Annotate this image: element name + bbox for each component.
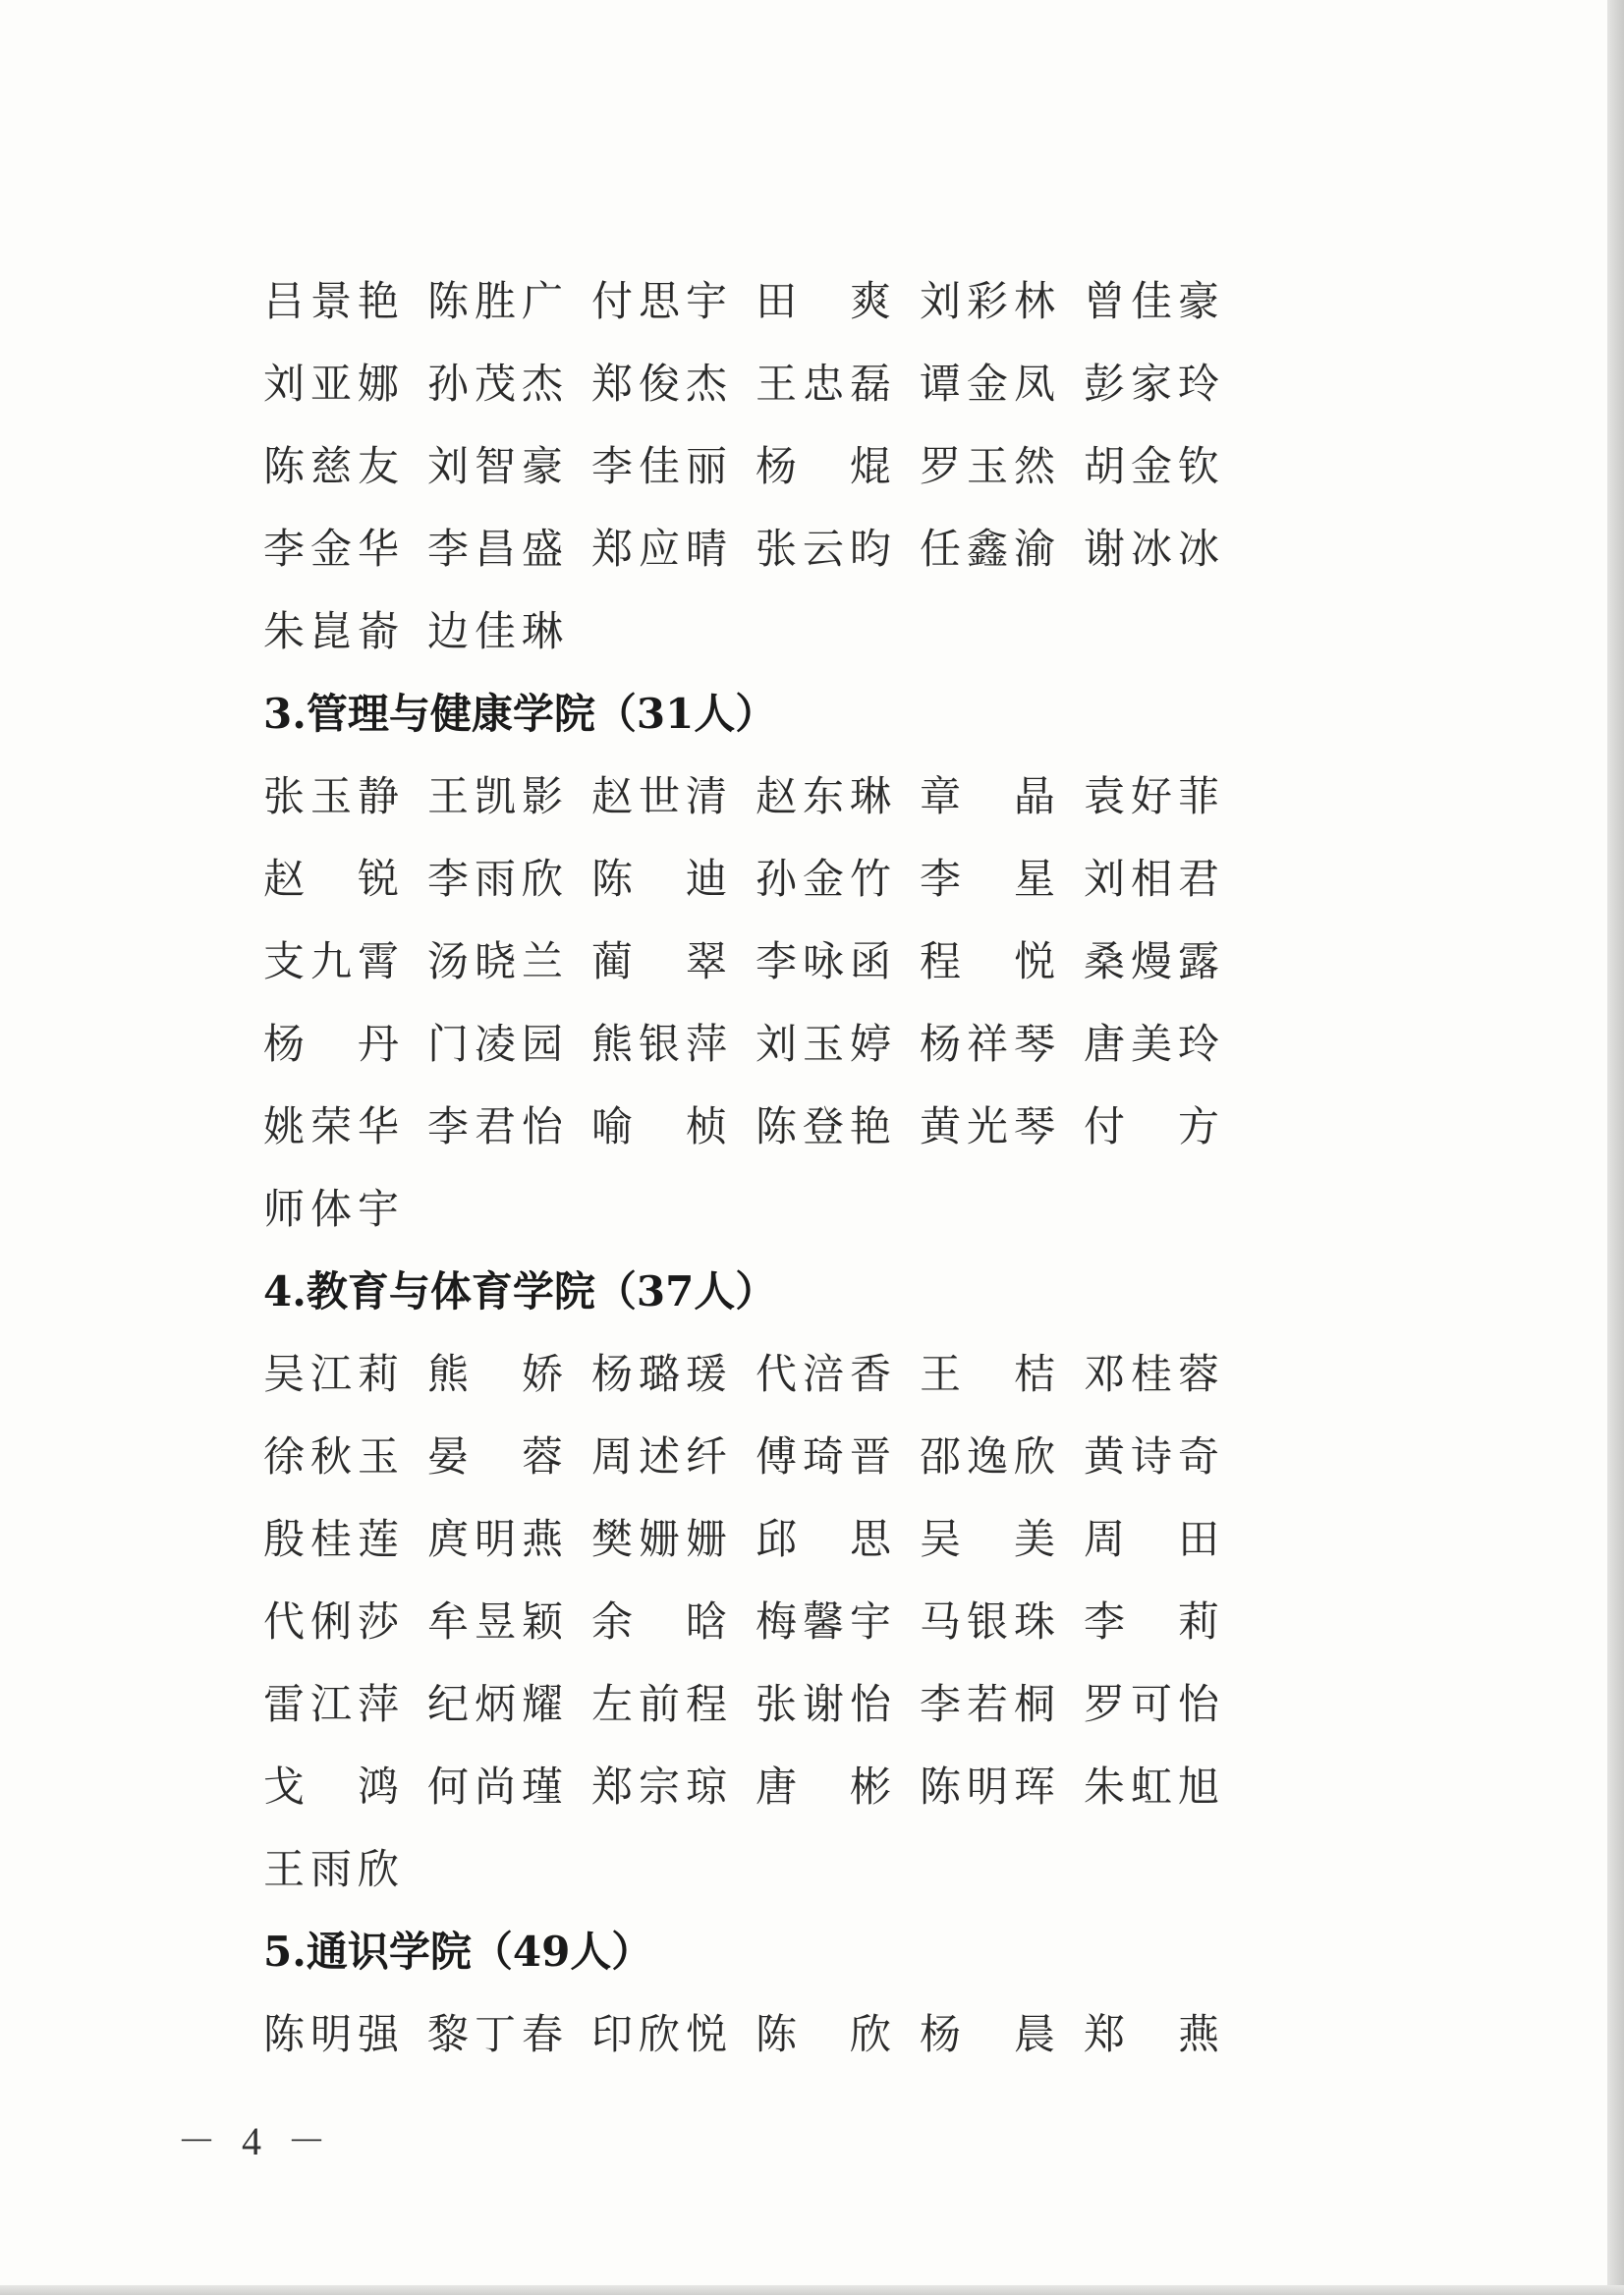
person-name: 李雨欣 <box>427 855 570 903</box>
person-name: 陈 欣 <box>756 2010 898 2058</box>
person-name: 郑俊杰 <box>591 360 734 408</box>
person-name: 王忠磊 <box>756 360 898 408</box>
person-name: 刘智豪 <box>427 442 570 490</box>
person-name: 陈慈友 <box>263 442 406 490</box>
person-name: 桑熳露 <box>1084 937 1226 985</box>
person-name: 杨 丹 <box>263 1020 406 1068</box>
person-name: 梅馨宇 <box>756 1597 898 1646</box>
scan-bottom-shadow <box>0 2285 1624 2295</box>
person-name: 罗可怡 <box>1084 1680 1226 1728</box>
person-name: 杨祥琴 <box>920 1020 1062 1068</box>
name-row <box>263 1495 1246 1578</box>
name-row <box>263 257 1246 340</box>
section-heading: 3.管理与健康学院（31人） <box>263 690 777 738</box>
person-name: 李佳丽 <box>591 442 734 490</box>
name-row <box>263 1165 1246 1248</box>
person-name: 李昌盛 <box>427 525 570 573</box>
person-name: 熊 娇 <box>427 1350 570 1398</box>
person-name: 蔺 翠 <box>591 937 734 985</box>
name-row <box>263 1743 1246 1825</box>
person-name: 王凯影 <box>427 772 570 820</box>
name-row <box>263 753 1246 835</box>
person-name: 李金华 <box>263 525 406 573</box>
page-number: － 4 － <box>177 2119 334 2163</box>
person-name: 曾佳豪 <box>1084 277 1226 325</box>
person-name: 孙茂杰 <box>427 360 570 408</box>
name-row <box>263 1990 1246 2073</box>
person-name: 边佳琳 <box>427 607 570 655</box>
person-name: 谢冰冰 <box>1084 525 1226 573</box>
name-row <box>263 588 1246 670</box>
person-name: 殷桂莲 <box>263 1515 406 1563</box>
person-name: 庹明燕 <box>427 1515 570 1563</box>
person-name: 吕景艳 <box>263 277 406 325</box>
person-name: 代涪香 <box>756 1350 898 1398</box>
name-row <box>263 918 1246 1000</box>
person-name: 黎丁春 <box>427 2010 570 2058</box>
section-heading: 5.通识学院（49人） <box>263 1928 653 1976</box>
person-name: 李 星 <box>920 855 1062 903</box>
person-name: 陈 迪 <box>591 855 734 903</box>
person-name: 马银珠 <box>920 1597 1062 1646</box>
person-name: 门凌园 <box>427 1020 570 1068</box>
scan-edge-shadow <box>1607 0 1624 2295</box>
name-row <box>263 422 1246 505</box>
person-name: 支九霄 <box>263 937 406 985</box>
name-row <box>263 1330 1246 1413</box>
name-row <box>263 340 1246 422</box>
person-name: 邱 思 <box>756 1515 898 1563</box>
person-name: 赵世清 <box>591 772 734 820</box>
person-name: 杨璐瑗 <box>591 1350 734 1398</box>
person-name: 陈胜广 <box>427 277 570 325</box>
person-name: 左前程 <box>591 1680 734 1728</box>
person-name: 邵逸欣 <box>920 1432 1062 1481</box>
person-name: 代俐莎 <box>263 1597 406 1646</box>
person-name: 郑应晴 <box>591 525 734 573</box>
person-name: 邓桂蓉 <box>1084 1350 1226 1398</box>
person-name: 杨 焜 <box>756 442 898 490</box>
person-name: 胡金钦 <box>1084 442 1226 490</box>
person-name: 郑 燕 <box>1084 2010 1226 2058</box>
person-name: 杨 晨 <box>920 2010 1062 2058</box>
person-name: 刘亚娜 <box>263 360 406 408</box>
person-name: 谭金凤 <box>920 360 1062 408</box>
person-name: 何尚瑾 <box>427 1763 570 1811</box>
person-name: 牟昱颖 <box>427 1597 570 1646</box>
person-name: 傅琦晋 <box>756 1432 898 1481</box>
person-name: 纪炳耀 <box>427 1680 570 1728</box>
name-row <box>263 1083 1246 1165</box>
name-row <box>263 1413 1246 1495</box>
person-name: 李若桐 <box>920 1680 1062 1728</box>
person-name: 熊银萍 <box>591 1020 734 1068</box>
person-name: 张云昀 <box>756 525 898 573</box>
person-name: 余 晗 <box>591 1597 734 1646</box>
name-list-content <box>263 257 1246 2073</box>
person-name: 刘彩林 <box>920 277 1062 325</box>
person-name: 喻 桢 <box>591 1102 734 1150</box>
person-name: 师体宇 <box>263 1185 406 1233</box>
person-name: 付 方 <box>1084 1102 1226 1150</box>
person-name: 吴江莉 <box>263 1350 406 1398</box>
section-heading: 4.教育与体育学院（37人） <box>263 1267 777 1315</box>
name-row <box>263 505 1246 588</box>
person-name: 袁好菲 <box>1084 772 1226 820</box>
person-name: 雷江萍 <box>263 1680 406 1728</box>
person-name: 刘玉婷 <box>756 1020 898 1068</box>
person-name: 孙金竹 <box>756 855 898 903</box>
person-name: 郑宗琼 <box>591 1763 734 1811</box>
person-name: 唐 彬 <box>756 1763 898 1811</box>
person-name: 唐美玲 <box>1084 1020 1226 1068</box>
person-name: 黄诗奇 <box>1084 1432 1226 1481</box>
person-name: 张谢怡 <box>756 1680 898 1728</box>
person-name: 陈明珲 <box>920 1763 1062 1811</box>
person-name: 王 桔 <box>920 1350 1062 1398</box>
person-name: 张玉静 <box>263 772 406 820</box>
person-name: 吴 美 <box>920 1515 1062 1563</box>
person-name: 戈 鸿 <box>263 1763 406 1811</box>
person-name: 李君怡 <box>427 1102 570 1150</box>
name-row <box>263 835 1246 918</box>
person-name: 周 田 <box>1084 1515 1226 1563</box>
person-name: 李 莉 <box>1084 1597 1226 1646</box>
person-name: 周述纤 <box>591 1432 734 1481</box>
person-name: 李咏函 <box>756 937 898 985</box>
person-name: 陈登艳 <box>756 1102 898 1150</box>
person-name: 程 悦 <box>920 937 1062 985</box>
person-name: 彭家玲 <box>1084 360 1226 408</box>
person-name: 罗玉然 <box>920 442 1062 490</box>
person-name: 徐秋玉 <box>263 1432 406 1481</box>
person-name: 赵东琳 <box>756 772 898 820</box>
person-name: 任鑫渝 <box>920 525 1062 573</box>
name-row <box>263 1825 1246 1908</box>
person-name: 王雨欣 <box>263 1845 406 1893</box>
person-name: 黄光琴 <box>920 1102 1062 1150</box>
person-name: 樊姗姗 <box>591 1515 734 1563</box>
person-name: 赵 锐 <box>263 855 406 903</box>
person-name: 田 爽 <box>756 277 898 325</box>
name-row <box>263 1578 1246 1660</box>
person-name: 印欣悦 <box>591 2010 734 2058</box>
name-row <box>263 1000 1246 1083</box>
person-name: 陈明强 <box>263 2010 406 2058</box>
person-name: 刘相君 <box>1084 855 1226 903</box>
person-name: 汤晓兰 <box>427 937 570 985</box>
person-name: 朱虹旭 <box>1084 1763 1226 1811</box>
person-name: 朱崑嵛 <box>263 607 406 655</box>
name-row <box>263 1660 1246 1743</box>
person-name: 晏 蓉 <box>427 1432 570 1481</box>
person-name: 章 晶 <box>920 772 1062 820</box>
person-name: 姚荣华 <box>263 1102 406 1150</box>
person-name: 付思宇 <box>591 277 734 325</box>
